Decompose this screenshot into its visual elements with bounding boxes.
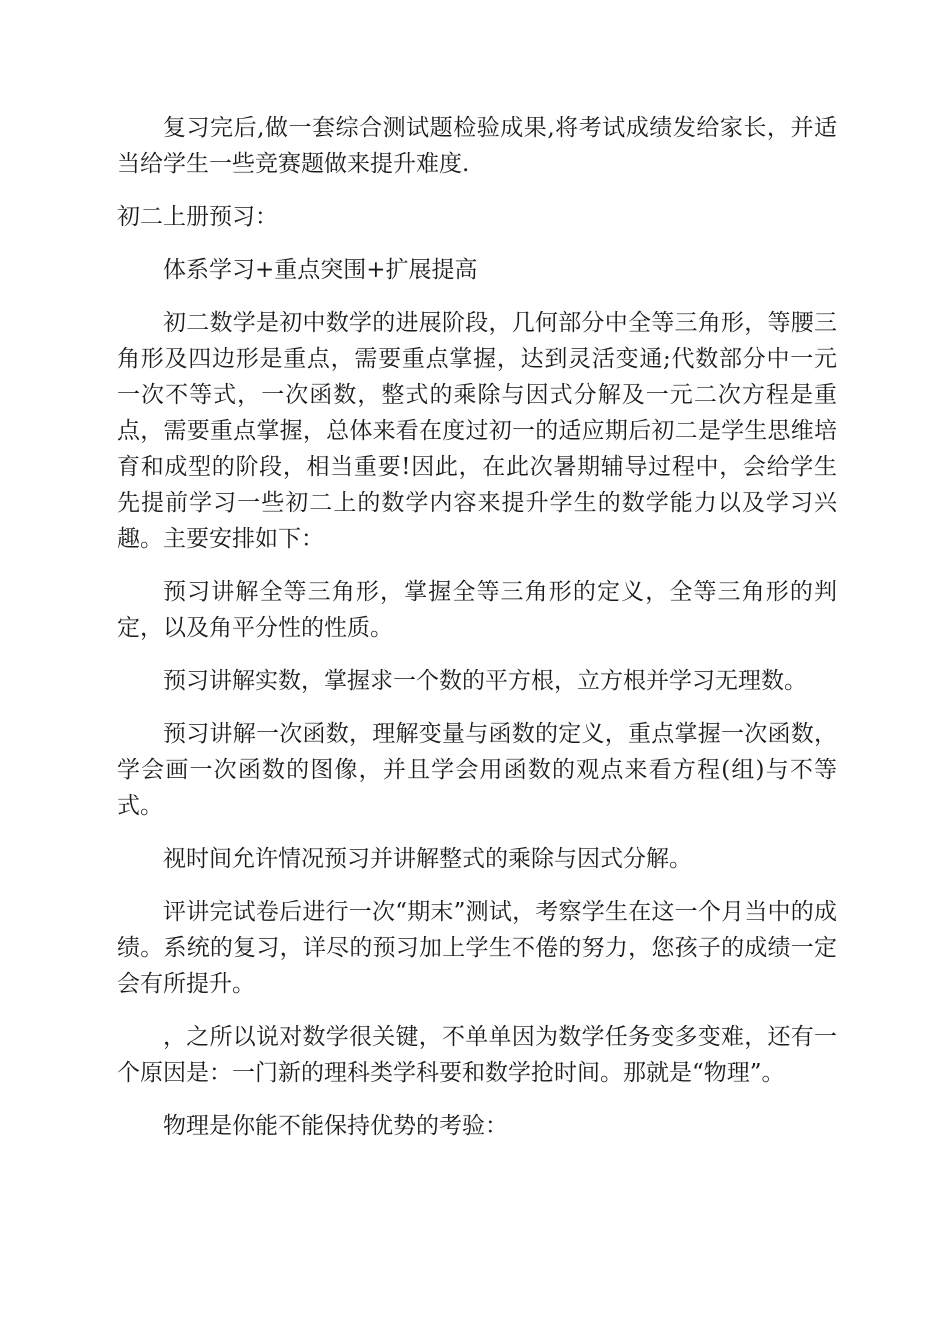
paragraph-learning-system: 体系学习+重点突围+扩展提高 (163, 257, 478, 283)
paragraph-physics-reason: ，之所以说对数学很关键，不单单因为数学任务变多变难，还有一个原因是：一门新的理科类学科要和数学抢时间。那就是“物理”。 (117, 1024, 837, 1086)
paragraph-review-summary: 复习完后,做一套综合测试题检验成果,将考试成绩发给家长，并适当给学生一些竞赛题做来提升难度. (117, 115, 837, 177)
section-heading-grade8-preview: 初二上册预习： (117, 204, 278, 230)
paragraph-linear-functions: 预习讲解一次函数，理解变量与函数的定义，重点掌握一次函数，学会画一次函数的图像，并且学会用函数的观点来看方程(组)与不等式。 (117, 721, 837, 819)
paragraph-real-numbers: 预习讲解实数，掌握求一个数的平方根，立方根并学习无理数。 (163, 668, 807, 694)
paragraph-final-test: 评讲完试卷后进行一次“期末”测试，考察学生在这一个月当中的成绩。系统的复习，详尽的预习加上学生不倦的努力，您孩子的成绩一定会有所提升。 (117, 899, 837, 997)
paragraph-grade8-overview: 初二数学是初中数学的进展阶段，几何部分中全等三角形，等腰三角形及四边形是重点，需要重点掌握，达到灵活变通;代数部分中一元一次不等式，一次函数，整式的乘除与因式分解及一元二次方程是重点，需要重点掌握，总体来看在度过初一的适应期后初二是学生思维培育和成型的阶段，相当重要!因此，在此次暑期辅导过程中，会给学生先提前学习一些初二上的数学内容来提升学生的数学能力以及学习兴趣。主要安排如下： (117, 310, 837, 552)
paragraph-physics-challenge: 物理是你能不能保持优势的考验： (163, 1113, 508, 1139)
paragraph-congruent-triangles: 预习讲解全等三角形，掌握全等三角形的定义，全等三角形的判定，以及角平分性的性质。 (117, 579, 837, 641)
paragraph-polynomials: 视时间允许情况预习并讲解整式的乘除与因式分解。 (163, 846, 692, 872)
document-body (117, 110, 837, 1161)
